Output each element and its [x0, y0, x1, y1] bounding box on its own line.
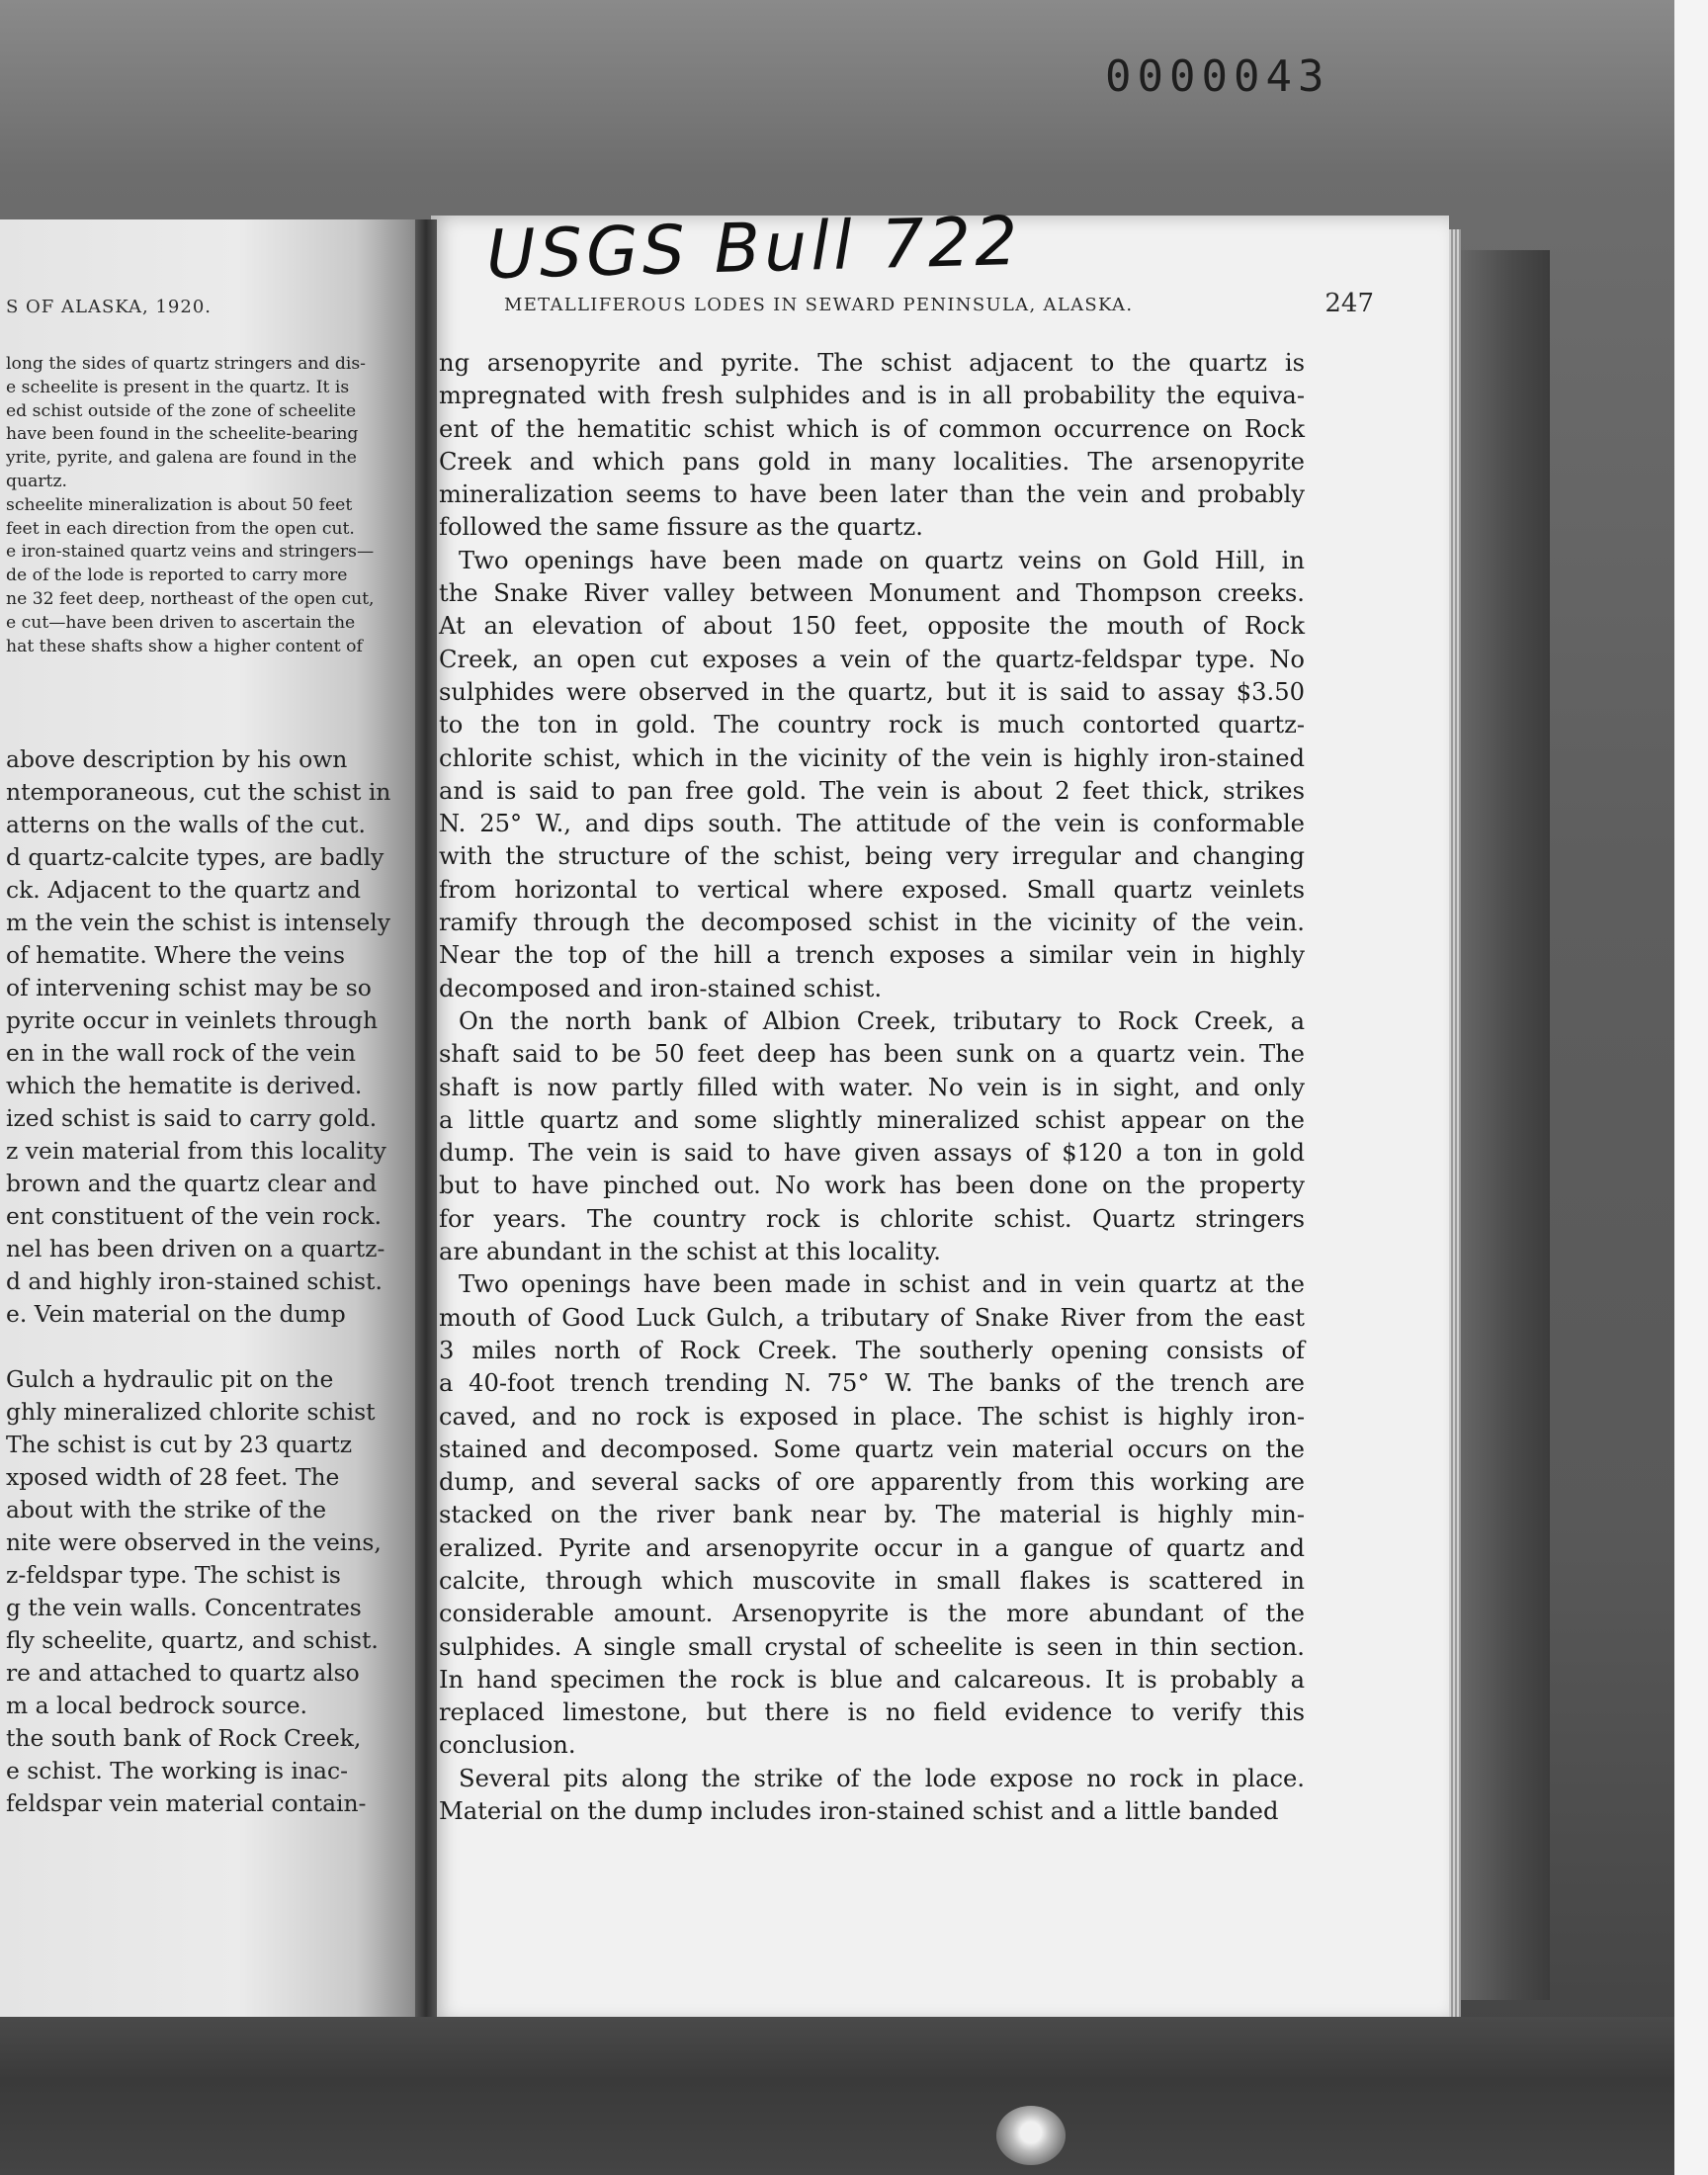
- running-head-title: METALLIFEROUS LODES IN SEWARD PENINSULA, ALASKA.: [504, 295, 1134, 315]
- text-line: sulphides were observed in the quartz, but it is said to assay $3.50: [439, 677, 1305, 706]
- left-page-line: ghly mineralized chlorite schist: [6, 1398, 376, 1426]
- left-page-line: xposed width of 28 feet. The: [6, 1463, 340, 1491]
- text-line: calcite, through which muscovite in small flakes is scattered in: [439, 1566, 1305, 1595]
- left-page-line: de of the lode is reported to carry more: [6, 566, 348, 586]
- text-line: decomposed and iron-stained schist.: [439, 974, 883, 1002]
- handwritten-title: USGS Bull 722: [485, 202, 1023, 296]
- left-page-line: feldspar vein material contain-: [6, 1789, 367, 1817]
- text-line: a little quartz and some slightly mineralized schist appear on the: [439, 1105, 1305, 1134]
- scan-bottom-shadow: [0, 2017, 1674, 2175]
- text-line: Near the top of the hill a trench exposes a similar vein in highly: [439, 941, 1305, 970]
- left-page-line: m the vein the schist is intensely: [6, 909, 390, 936]
- text-line: Material on the dump includes iron-stained schist and a little banded: [439, 1797, 1279, 1826]
- left-page-line: d quartz-calcite types, are badly: [6, 843, 384, 871]
- left-page-line: g the vein walls. Concentrates: [6, 1594, 362, 1621]
- left-page-line: atterns on the walls of the cut.: [6, 811, 366, 838]
- left-page-line: [6, 1331, 415, 1363]
- text-line: sulphides. A single small crystal of scheelite is seen in thin section.: [439, 1632, 1305, 1661]
- left-page-line: re and attached to quartz also: [6, 1659, 360, 1687]
- left-page-line: d and highly iron-stained schist.: [6, 1267, 383, 1295]
- left-page-line: fly scheelite, quartz, and schist.: [6, 1626, 379, 1654]
- text-line: eralized. Pyrite and arsenopyrite occur in a gangue of quartz and: [439, 1533, 1305, 1562]
- text-line: dump, and several sacks of ore apparently from this working are: [439, 1468, 1305, 1497]
- text-line: mouth of Good Luck Gulch, a tributary of Snake River from the east: [439, 1303, 1305, 1332]
- binder-ring-icon: [996, 2106, 1066, 2165]
- left-page-line: m a local bedrock source.: [6, 1692, 307, 1719]
- text-line: to the ton in gold. The country rock is much contorted quartz-: [439, 711, 1305, 740]
- left-page-line: scheelite mineralization is about 50 feet: [6, 494, 353, 515]
- text-line: for years. The country rock is chlorite schist. Quartz stringers: [439, 1204, 1305, 1233]
- text-line: shaft is now partly filled with water. No vein is in sight, and only: [439, 1073, 1305, 1101]
- left-page-line: e. Vein material on the dump: [6, 1300, 346, 1328]
- left-page-line: en in the wall rock of the vein: [6, 1039, 356, 1067]
- left-page-line: about with the strike of the: [6, 1496, 327, 1523]
- text-line: considerable amount. Arsenopyrite is the more abundant of the: [439, 1600, 1305, 1628]
- text-line: shaft said to be 50 feet deep has been sunk on a quartz vein. The: [439, 1040, 1305, 1069]
- left-page-line: of intervening schist may be so: [6, 974, 372, 1001]
- left-running-head: S OF ALASKA, 1920.: [6, 297, 212, 317]
- scan-margin: [1674, 0, 1708, 2175]
- text-line: mineralization seems to have been later than the vein and probably: [439, 480, 1305, 509]
- text-line: 3 miles north of Rock Creek. The southerly opening consists of: [439, 1336, 1305, 1364]
- left-page-line: long the sides of quartz stringers and dis-: [6, 354, 366, 374]
- left-page-line: the south bank of Rock Creek,: [6, 1724, 362, 1752]
- text-line: the Snake River valley between Monument and Thompson creeks.: [439, 579, 1305, 608]
- left-page-line: above description by his own: [6, 745, 348, 773]
- text-line: Two openings have been made in schist and in vein quartz at the: [459, 1270, 1305, 1299]
- text-line: Two openings have been made on quartz veins on Gold Hill, in: [459, 546, 1305, 574]
- text-line: chlorite schist, which in the vicinity of the vein is highly iron-stained: [439, 743, 1305, 772]
- left-page-line: nel has been driven on a quartz-: [6, 1235, 385, 1262]
- left-page-line: which the hematite is derived.: [6, 1072, 363, 1099]
- book-cover-edge: [1453, 250, 1550, 2000]
- text-line: with the structure of the schist, being very irregular and changing: [439, 842, 1305, 871]
- right-running-head: [504, 289, 1374, 318]
- left-page-line: Gulch a hydraulic pit on the: [6, 1365, 334, 1393]
- left-page-body-text: [6, 743, 415, 1820]
- text-line: but to have pinched out. No work has been done on the property: [439, 1172, 1305, 1200]
- text-line: dump. The vein is said to have given assays of $120 a ton in gold: [439, 1139, 1305, 1168]
- text-line: stacked on the river bank near by. The material is highly min-: [439, 1501, 1305, 1529]
- text-line: replaced limestone, but there is no field evidence to verify this: [439, 1698, 1305, 1727]
- left-page-line: have been found in the scheelite-bearing: [6, 424, 359, 445]
- left-page-line: hat these shafts show a higher content of: [6, 636, 363, 656]
- left-page-line: quartz.: [6, 471, 67, 491]
- left-page-line: nite were observed in the veins,: [6, 1528, 382, 1556]
- text-line: N. 25° W., and dips south. The attitude of the vein is conformable: [439, 810, 1305, 838]
- left-page-line: e scheelite is present in the quartz. It is: [6, 377, 350, 397]
- left-page-line: brown and the quartz clear and: [6, 1170, 378, 1197]
- left-page-line: The schist is cut by 23 quartz: [6, 1431, 353, 1458]
- left-page-line: e schist. The working is inac-: [6, 1757, 348, 1784]
- text-line: ent of the hematitic schist which is of common occurrence on Rock: [439, 414, 1305, 443]
- left-page-line: of hematite. Where the veins: [6, 941, 345, 969]
- text-line: are abundant in the schist at this locality.: [439, 1238, 941, 1266]
- text-line: Several pits along the strike of the lode expose no rock in place.: [459, 1764, 1305, 1792]
- text-line: On the north bank of Albion Creek, tributary to Rock Creek, a: [459, 1006, 1305, 1035]
- left-page-line: e cut—have been driven to ascertain the: [6, 612, 356, 633]
- text-line: conclusion.: [439, 1731, 576, 1760]
- left-page-line: ed schist outside of the zone of scheelite: [6, 400, 357, 421]
- text-line: Creek and which pans gold in many localities. The arsenopyrite: [439, 447, 1305, 476]
- page-number: 247: [1324, 289, 1374, 318]
- text-line: and is said to pan free gold. The vein is about 2 feet thick, strikes: [439, 776, 1305, 805]
- text-line: In hand specimen the rock is blue and calcareous. It is probably a: [439, 1665, 1305, 1694]
- text-line: from horizontal to vertical where exposed. Small quartz veinlets: [439, 875, 1305, 904]
- left-page-line: yrite, pyrite, and galena are found in the: [6, 448, 357, 469]
- left-page-small-print: [6, 353, 415, 658]
- left-page-line: pyrite occur in veinlets through: [6, 1006, 379, 1034]
- text-line: ng arsenopyrite and pyrite. The schist adjacent to the quartz is: [439, 349, 1305, 377]
- text-line: At an elevation of about 150 feet, opposite the mouth of Rock: [439, 612, 1305, 641]
- left-page-line: ck. Adjacent to the quartz and: [6, 876, 362, 904]
- text-line: stained and decomposed. Some quartz vein material occurs on the: [439, 1435, 1305, 1463]
- left-page-line: z-feldspar type. The schist is: [6, 1561, 341, 1589]
- text-line: a 40-foot trench trending N. 75° W. The banks of the trench are: [439, 1369, 1305, 1398]
- left-page-line: ntemporaneous, cut the schist in: [6, 778, 391, 806]
- text-line: ramify through the decomposed schist in the vicinity of the vein.: [439, 909, 1305, 937]
- text-line: mpregnated with fresh sulphides and is in all probability the equiva-: [439, 382, 1305, 410]
- left-page-line: ent constituent of the vein rock.: [6, 1202, 383, 1230]
- book-gutter: [415, 219, 437, 2017]
- left-page-line: e iron-stained quartz veins and stringers—: [6, 542, 375, 563]
- text-line: Creek, an open cut exposes a vein of the quartz-feldspar type. No: [439, 645, 1305, 673]
- text-line: caved, and no rock is exposed in place. The schist is highly iron-: [439, 1402, 1305, 1431]
- left-page-line: z vein material from this locality: [6, 1137, 386, 1165]
- left-page-line: feet in each direction from the open cut.: [6, 518, 355, 539]
- document-id-stamp: 0000043: [1105, 51, 1330, 102]
- right-page-body-text: [439, 347, 1305, 1828]
- left-page-line: ized schist is said to carry gold.: [6, 1104, 378, 1132]
- left-page-line: ne 32 feet deep, northeast of the open cut,: [6, 588, 375, 609]
- text-line: followed the same fissure as the quartz.: [439, 513, 923, 542]
